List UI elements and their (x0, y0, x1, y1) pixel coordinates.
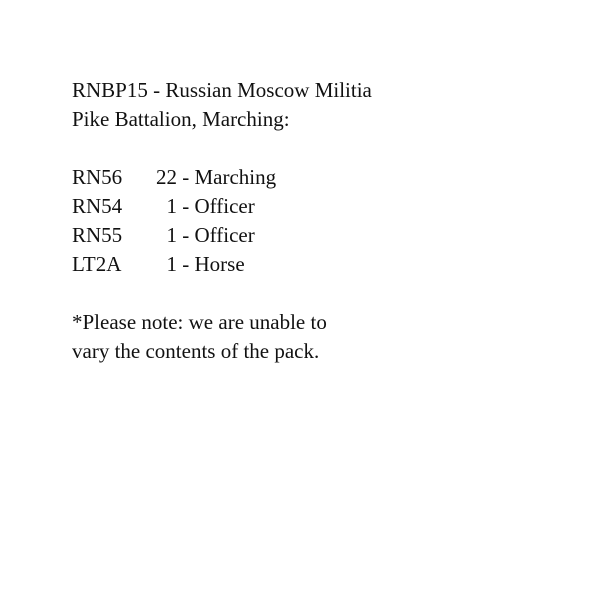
pack-title (72, 76, 572, 134)
pack-contents-list (72, 163, 572, 279)
pack-title-line: Pike Battalion, Marching: (72, 107, 290, 131)
item-description: 22 - Marching (156, 165, 277, 189)
pack-note (72, 308, 572, 366)
note-line: *Please note: we are unable to (72, 310, 327, 334)
note-line: vary the contents of the pack. (72, 339, 320, 363)
pack-description (72, 76, 572, 366)
contents-row (72, 163, 572, 192)
item-description: 1 - Officer (156, 194, 255, 218)
item-code: RN56 (72, 165, 123, 189)
contents-row (72, 221, 572, 250)
contents-row (72, 250, 572, 279)
item-description: 1 - Officer (156, 223, 255, 247)
item-code: LT2A (72, 252, 122, 276)
item-description: 1 - Horse (156, 252, 245, 276)
item-code: RN55 (72, 223, 123, 247)
item-code: RN54 (72, 194, 123, 218)
pack-title-line: RNBP15 - Russian Moscow Militia (72, 78, 372, 102)
contents-row (72, 192, 572, 221)
